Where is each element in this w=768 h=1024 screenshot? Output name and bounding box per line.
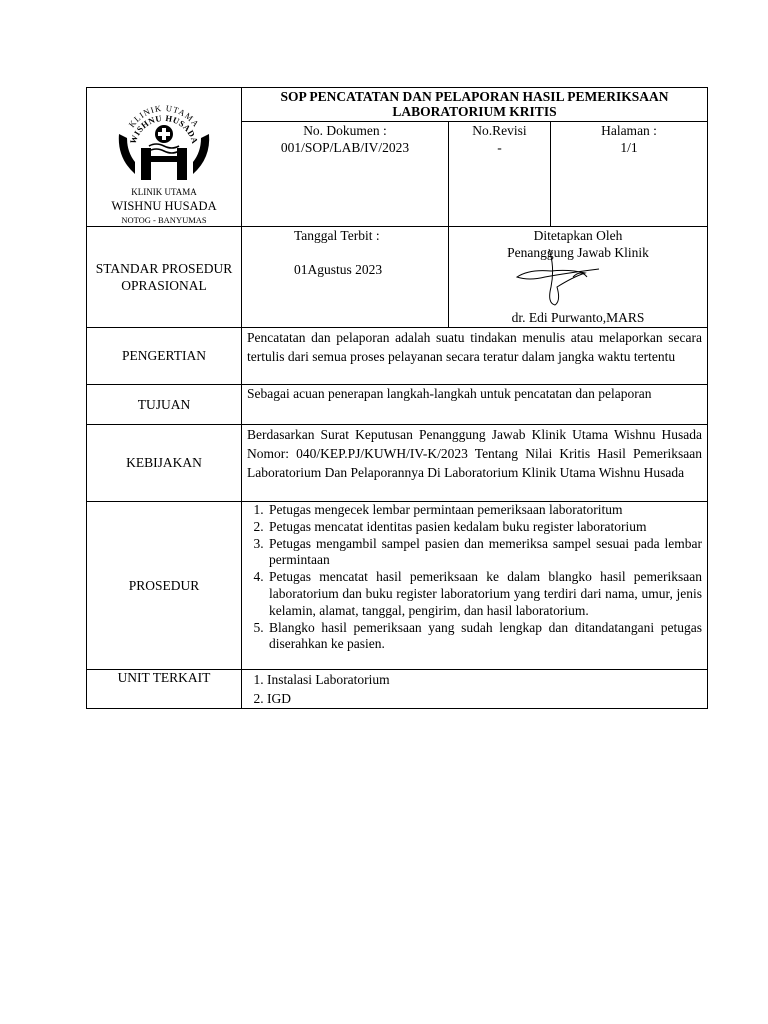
logo-arc-text: KLINIK UTAMA (126, 102, 202, 130)
revision-label: No.Revisi (472, 123, 527, 139)
issue-date-cell (242, 227, 449, 328)
kebijakan-label: KEBIJAKAN (87, 425, 242, 502)
issue-date-label: Tanggal Terbit : (294, 228, 380, 243)
unit-item: 1. Instalasi Laboratorium (267, 670, 702, 689)
unit-terkait-cell (242, 670, 708, 709)
doc-number-label: No. Dokumen : (303, 123, 387, 139)
prosedur-step: 4. Petugas mencatat hasil pemeriksaan ke dalam blangko hasil pemeriksaan laboratorium dan buku register laboratorium yang terdiri dari nama, umur, jenis kelamin, alamat, tanggal, pengirim, dan hasil laboratorium. (267, 569, 702, 619)
prosedur-cell (242, 502, 708, 670)
approver-role: Penanggung Jawab Klinik (507, 245, 649, 260)
unit-item: 2. IGD (267, 689, 702, 708)
revision-value: - (497, 140, 502, 156)
doc-number-cell (242, 122, 449, 227)
issue-date-value: 01Agustus 2023 (294, 262, 383, 277)
prosedur-label: PROSEDUR (87, 502, 242, 670)
pengertian-text: Pencatatan dan pelaporan adalah suatu tindakan menulis atau melaporkan secara tertulis dari semua proses pelayanan secara teratur dalam jangka waktu tertentu (242, 328, 708, 385)
tujuan-text: Sebagai acuan penerapan langkah-langkah untuk pencatatan dan pelaporan (242, 385, 708, 425)
prosedur-step: 2. Petugas mencatat identitas pasien kedalam buku register laboratorium (267, 519, 702, 536)
signature-icon (489, 247, 609, 309)
page-cell (551, 122, 708, 227)
clinic-logo-icon (111, 96, 217, 188)
doc-number-value: 001/SOP/LAB/IV/2023 (280, 140, 410, 156)
page-value: 1/1 (620, 140, 638, 156)
logo-line-2: WISHNU HUSADA (111, 199, 217, 213)
sop-title: SOP PENCATATAN DAN PELAPORAN HASIL PEMERIKSAAN LABORATORIUM KRITIS (242, 88, 708, 122)
tujuan-label: TUJUAN (87, 385, 242, 425)
kebijakan-text: Berdasarkan Surat Keputusan Penanggung Jawab Klinik Utama Wishnu Husada Nomor: 040/KEP.PJ/KUWH/IV-K/2023 Tentang Nilai Kritis Hasil Pemeriksaan Laboratorium Dan Pelaporannya Di Laboratorium Klinik Utama Wishnu Husada (242, 425, 708, 502)
signer-name: dr. Edi Purwanto,MARS (511, 310, 645, 325)
approval-cell (449, 227, 708, 328)
established-by: Ditetapkan Oleh (533, 228, 623, 243)
prosedur-step: 1. Petugas mengecek lembar permintaan pemeriksaan laboratoritum (267, 502, 702, 519)
unit-terkait-label: UNIT TERKAIT (87, 670, 242, 709)
unit-list (247, 670, 702, 708)
clinic-logo-cell (87, 88, 242, 227)
prosedur-step: 3. Petugas mengambil sampel pasien dan memeriksa sampel sesuai pada lembar permintaan (267, 536, 702, 570)
logo-line-1: KLINIK UTAMA (131, 187, 197, 197)
logo-line-3: NOTOG - BANYUMAS (121, 215, 207, 225)
prosedur-step: 5. Blangko hasil pemeriksaan yang sudah lengkap dan ditandatangani petugas diserahkan ke pasien. (267, 620, 702, 654)
sop-table (86, 87, 708, 709)
prosedur-steps (247, 502, 702, 653)
logo-arc-name: WISHNU HUSADA (127, 112, 201, 146)
revision-cell (449, 122, 551, 227)
pengertian-label: PENGERTIAN (87, 328, 242, 385)
page-label: Halaman : (601, 123, 657, 139)
sop-label: STANDAR PROSEDUR OPRASIONAL (87, 227, 242, 328)
